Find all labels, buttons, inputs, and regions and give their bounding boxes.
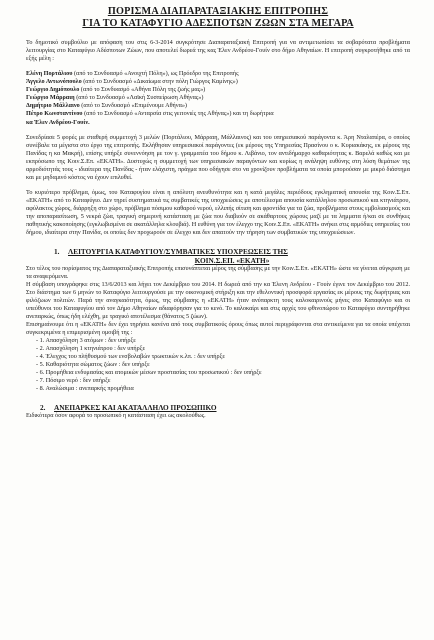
member-desc: (από το Συνδυασμό «Λαϊκή Συσπείρωση Αθήνας»): [76, 94, 204, 102]
member-desc: (από το Συνδυασμό «Ανοιχτή Πόλη»), ως Πρόεδρο της Επιτροπής: [73, 70, 239, 77]
section-1-title: ΛΕΙΤΟΥΡΓΙΑ ΚΑΤΑΦΥΓΙΟΥ/ΣΥΜΒΑΤΙΚΕΣ ΥΠΟΧΡΕΩΣΕΙΣ ΤΗΣ: [68, 246, 288, 256]
list-item: - 4. Έλεγχος του πλήθυσμού των ενσβολαβών τρωκτικών κ.λπ. : δεν υπήρξε: [36, 353, 410, 361]
member-name: Γεώργιο Δημόπουλο: [26, 86, 80, 94]
title-line-1: ΠΟΡΙΣΜΑ ΔΙΑΠΑΡΑΤΑΞΙΑΚΗΣ ΕΠΙΤΡΟΠΗΣ: [107, 6, 329, 17]
member-row: [26, 110, 410, 118]
member-desc: (από το Συνδυασμό «Επιμένουμε Αθήνα»): [81, 102, 187, 110]
committee-sessions-paragraph: Συνεδρίασε 5 φορές με σταθερή συμμετοχή 3 μελών (Πορτάλιου, Μάρραιη, Μάλλαινος) και του υπηρεσιακού παράγοντα κ. Άρη Νταλαπέρα, ο οποίος συνέβαλε τα μέγιστα στο έργο της επιτροπής. Εκλήθησαν υπηρεσιακοί παράγοντες (εκ μέρους της Υπηρεσίας Πρασίνου ο κ. Κυριακάκης, εκ μέρους της Πανίδας η κα Μακρή), επίσης υπήρξε συνεννόηση με τον γ. γραμματέα του δήμου κ. Λιβάνιο, τον αντιδήμαρχο καθαριότητας κ. Βαρελά καθώς και με εκπρόσωπο της Κοιν.Σ.Επ. «ΕΚΑΤΗ». Δυστυχώς η συμμετοχή των υπηρεσιακών παραγόντων και κυρίως η ανάληψη ευθύνης στη λύση θεμάτων της αρμοδιότητάς τους - ιδιαίτερα της Πανίδας - ήταν ελάχιστη, πράγμα που οδήγησε στο να χρονίζουν προβλήματα τα οποία μπορούσαν με μικρό διάστημα και με μηδαμινό κόστος να έχουν επιλυθεί.: [26, 133, 410, 181]
intro-paragraph: Το δημοτικό συμβούλιο με απόφαση του στις 6-3-2014 συγκρότησε Διαπαραταξιακή Επιτροπή για να αντιμετωπίσει τα σοβαρότατα προβλήματα λειτουργίας στο Καταφύγιο Αδέσποτων Ζώων, που αποτελεί δωρεά της κας Έλεν Ανδρέου-Γουίν στο δήμο Αθηναίων. Η επιτροπή συγκροτήθηκε από τα εξής μέλη :: [26, 39, 410, 62]
main-problem-paragraph: Το κυριότερο πρόβλημα, όμως, του Καταφυγίου είναι η απόλυτη ανευθυνότητα και η κατά μεγάλες περιόδους εγκληματική απουσία της Κοιν.Σ.Επ. «ΕΚΑΤΗ» από το Καταφύγιο. Δεν τηρεί συστηματικά τις συμβατικές της υποχρεώσεις με αποτέλεσμα απουσία κατάλληλου προσωπικού και κτηνιάτρου, αφύλακτος χώρος, διάρρηξη στο χώρο, πρόβλημα πόσιμου καθαρού νερού, ελλιπής σίτιση και φροντίδα για τα ζώα, προβλήματα στους εμβολιασμούς και την αποπαρασίτωση, 5 νεκρά ζώα, τραγική σημερινή κατάσταση με ζώα που διαβιούν σε ακάθαρτους χώρους μαζί με τα λημματα ή/και σε συνθήκες παθητικής κακοποίησης (εγκλωβισμένα σε ακατάλληλα κλουβιά). Η ευθύνη για τον έλεγχο της Κοιν.Σ.Επ. «ΕΚΑΤΗ» ανήκει στις αρμόδιες υπηρεσίες του δήμου, ιδιαίτερα στην Πανίδα, οι οποίες δεν προχωρούν σε έλεγχο και δεν απαιτούν την τήρηση των συμβατικών της υποχρεώσεων.: [26, 188, 410, 236]
list-item: - 2. Απασχόληση 1 κτηνιάτρου : δεν υπήρξε: [36, 345, 410, 353]
list-item: - 5. Καθαριότητα σώματος ζώων : δεν υπήρξε: [36, 361, 410, 369]
member-name: κα Έλεν Ανδρέου-Γουίν.: [26, 118, 90, 126]
member-row: [26, 70, 410, 78]
section-2-heading: [26, 403, 410, 412]
contract-attachment-paragraph: Στο τέλος του πορίσματος της Διαπαραταξιακής Επιτροπής επισυνάπτεται μέρος της σύμβασης με την Κοιν.Σ.Επ. «ΕΚΑΤΗ» ώστε να γίνεται σύγκριση με τα αναφερόμενα.: [26, 264, 410, 280]
list-item: - 8. Αναλώσιμα : ανεπαρκής προμήθεια: [36, 385, 410, 393]
contract-terms-paragraph: Επισημαίνουμε ότι η «ΕΚΑΤΗ» δεν έχει τηρήσει κανένα από τους συμβατικούς όρους όπως αυτοί περιγράφονται στα αντικείμενα για τα οποία υπέχεται συγκεκριμένα η επιμερισμένη ομοιβή της :: [26, 320, 410, 336]
member-desc: (από το Συνδυασμό «Δικαίωμα στην πόλη Γιώργος Καμίνης»): [83, 78, 238, 86]
section-1-subtitle: ΚΟΙΝ.Σ.ΕΠ. «ΕΚΑΤΗ»: [194, 255, 270, 265]
member-name: Άγγελο Αντωνόπουλο: [26, 78, 82, 86]
section-2-title: ΑΝΕΠΑΡΚΕΣ ΚΑΙ ΑΚΑΤΑΛΛΗΛΟ ΠΡΟΣΩΠΙΚΟ: [54, 403, 217, 413]
member-name: Ελένη Πορτάλιου: [26, 70, 73, 77]
document-title: [26, 6, 410, 30]
contract-history-paragraph: Η σύμβαση υπογράφηκε στις 13/6/2013 και λήγει τον Δεκέμβριο του 2014. Η δωρεά από την κα Έλενη Ανδρέου - Γουίν έγινε τον Δεκέμβριο του 2012. Στο διάστημα των 6 μηνών το Καταφύγιο λειτουργούσε με την οικονομική στήριξη και την εθελοντική προσφορά εργασίας εκ μέρους της δωρήτριας και φιλόζωων πολιτών. Παρά την αναγκαιότητα, όμως, της σύμβασης η «ΕΚΑΤΗ» ήταν ανύπαρκτη τους καλοκαιρινούς μήνες στο Καταφύγιο και οι υπεύθυνοι του Καταφυγίου από τον Δήμο Αθηναίων αδιαφόρησαν για το κενό. Το καλοκαίρι και στις αρχές του φθινοπώρου το Καταφύγιο συντηρήθηκε ανεπαρκώς, όπως ήδη ελέχθη, με τραγικό αποτέλεσμα (θάνατος 5 ζώων).: [26, 280, 410, 320]
list-item: - 7. Πόσιμο νερό : δεν υπήρξε: [36, 377, 410, 385]
members-list: [26, 70, 410, 127]
obligations-list: [26, 337, 410, 394]
list-item: - 1. Απασχόληση 3 ατόμων : δεν υπήρξε: [36, 337, 410, 345]
member-name: Πέτρο Κωνσταντίνου: [26, 110, 83, 118]
member-desc: (από το Συνδυασμό «Αθήνα Πόλη της ζωής μας»): [80, 86, 206, 94]
member-name: Γεώργιο Μάρραιη: [26, 94, 75, 102]
staff-paragraph: Ειδικότερα όσον αφορά το προσωπικό η κατάσταση έχει ως ακολούθως.: [26, 412, 206, 420]
member-desc: (από το Συνδυασμό «Ανταρσία στις γειτονιές της Αθήνας») και τη δωρήτρια: [84, 110, 274, 118]
member-row: [26, 78, 410, 86]
section-2-number: 2.: [40, 403, 46, 413]
section-1-heading: [26, 247, 410, 265]
section-1-number: 1.: [54, 246, 60, 256]
member-row: [26, 119, 410, 127]
list-item: - 6. Προμήθεια ενδυμασίας και ατομικών μέσων προστασίας του προσωπικού : δεν υπήρξε: [36, 369, 410, 377]
member-name: Δημήτριο Μάλλαινο: [26, 102, 80, 110]
title-line-2: ΓΙΑ ΤΟ ΚΑΤΑΦΥΓΙΟ ΑΔΕΣΠΟΤΩΝ ΖΩΩΝ ΣΤΑ ΜΕΓΑΡΑ: [82, 18, 354, 29]
